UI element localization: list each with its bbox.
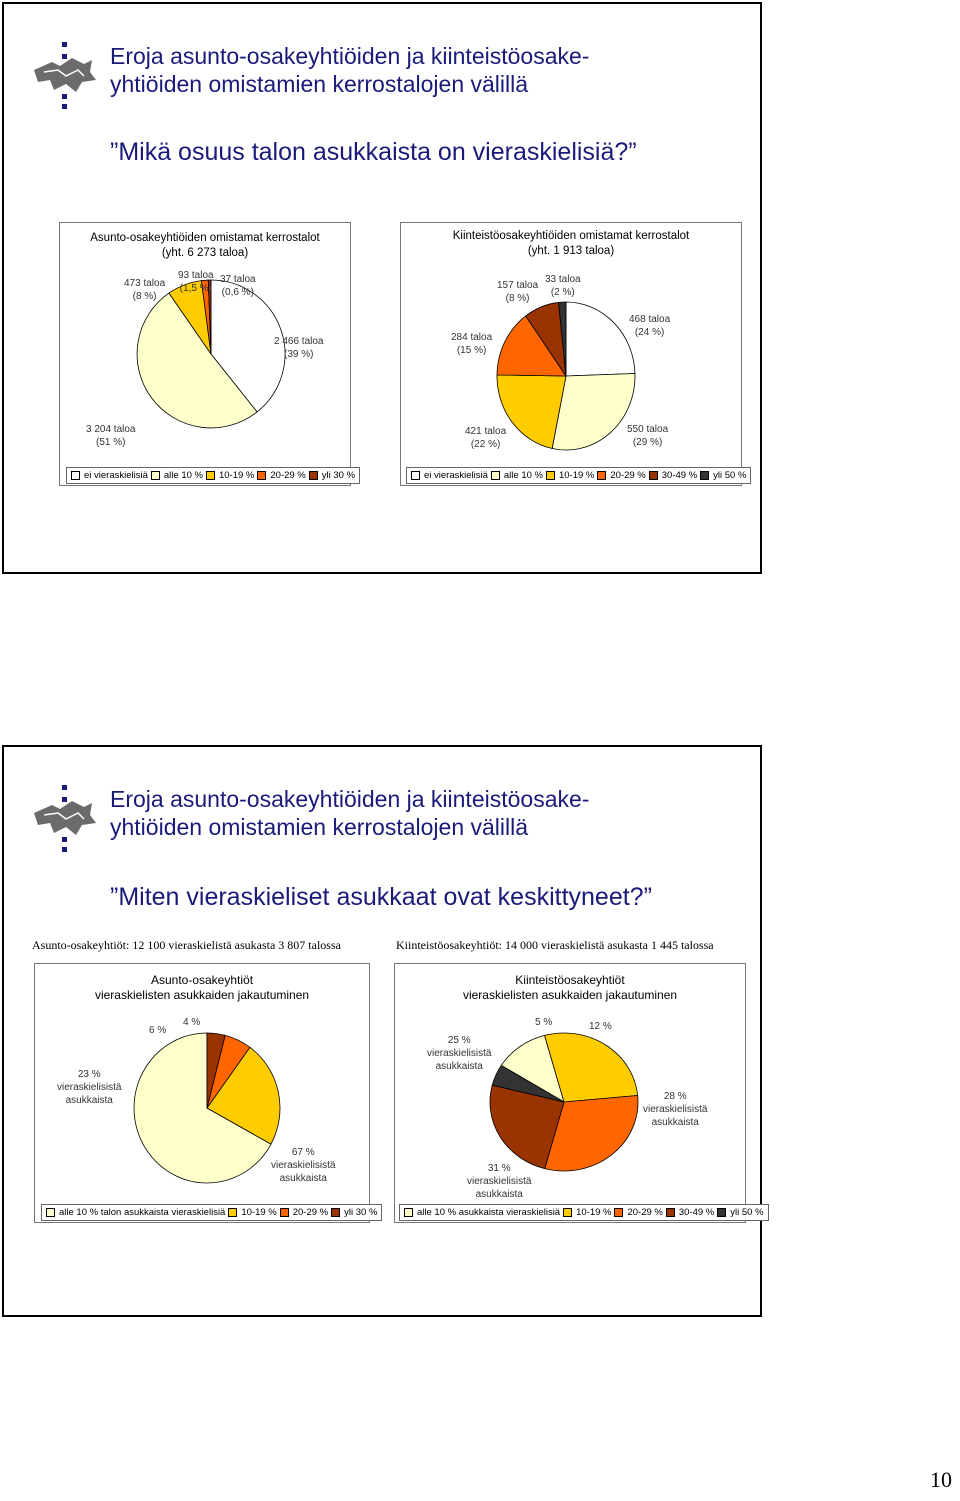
legend-swatch [206,471,215,480]
legend-swatch [597,471,606,480]
pie-chart [496,301,636,451]
slice-label: 28 % vieraskielisistä asukkaista [643,1091,708,1128]
legend-item: alle 10 % [503,470,543,481]
chart-header-line-2: (yht. 6 273 taloa) [161,247,249,259]
slice-label: 284 taloa (15 %) [451,332,493,356]
chart-legend [66,467,360,484]
slice-label: 4 % [183,1017,201,1028]
chart-header-line-1: Asunto-osakeyhtiöiden omistamat kerrostalot [90,232,320,244]
legend-item: 10-19 % [576,1207,612,1218]
slide-title [110,785,589,841]
chart-header [60,231,350,261]
legend-swatch [228,1208,237,1217]
university-logo-icon [32,40,100,110]
legend-swatch [491,471,500,480]
slice-label: 6 % [149,1025,167,1036]
slice-label: 2 466 taloa (39 %) [274,336,324,360]
title-line-2: yhtiöiden omistamien kerrostalojen välillä [110,71,529,97]
chart-legend [41,1204,382,1221]
title-line-1: Eroja asunto-osakeyhtiöiden ja kiinteistöosake- [110,786,590,812]
legend-item: 10-19 % [558,470,595,481]
chart-asunto-osakeyhtiot [59,222,356,486]
slice-label: 5 % [535,1017,553,1028]
legend-swatch [563,1208,572,1217]
legend-item: ei vieraskielisiä [424,470,488,481]
legend-swatch [71,471,80,480]
slice-label: 421 taloa (22 %) [465,426,507,450]
slice-label: 12 % [589,1021,612,1032]
legend-item: alle 10 % talon asukkaista vieraskielisiä [59,1207,226,1218]
legend-swatch [700,471,709,480]
chart-header-line-1: Asunto-osakeyhtiöt [150,973,254,987]
slide-subtitle: ”Mikä osuus talon asukkaista on vieraskielisiä?” [110,138,637,166]
legend-swatch [46,1208,55,1217]
chart-header-line-2: (yht. 1 913 taloa) [527,245,615,257]
slice-label: 67 % vieraskielisistä asukkaista [271,1147,336,1184]
legend-swatch [411,471,420,480]
page-number: 10 [930,1467,952,1492]
slide-2 [2,745,762,1317]
legend-swatch [151,471,160,480]
pie-slice [566,302,635,376]
chart-kiinteistoosakeyhtiot [400,222,747,486]
legend-swatch [331,1208,340,1217]
slide-subtitle: ”Miten vieraskieliset asukkaat ovat keskittyneet?” [110,883,652,911]
chart-legend [399,1204,769,1221]
legend-item: yli 30 % [321,470,356,481]
legend-item: 20-29 % [292,1207,329,1218]
university-logo-icon [32,783,100,853]
legend-item: ei vieraskielisiä [84,470,148,481]
chart-asunto-osakeyhtiot-jakautuminen [34,963,378,1223]
chart-header-line-2: vieraskielisten asukkaiden jakautuminen [462,988,678,1002]
legend-item: 10-19 % [218,470,255,481]
chart-header [35,973,369,1003]
legend-swatch [280,1208,289,1217]
legend-item: yli 50 % [713,470,747,481]
legend-item: 20-29 % [270,470,306,481]
chart-kiinteistoosakeyhtiot-jakautuminen [394,963,764,1223]
slice-label: 37 taloa (0,6 %) [220,274,256,298]
chart-header-line-2: vieraskielisten asukkaiden jakautuminen [94,988,310,1002]
pie-chart [489,1032,639,1172]
title-line-2: yhtiöiden omistamien kerrostalojen välillä [110,814,529,840]
legend-swatch [309,471,318,480]
chart-header-line-1: Kiinteistöosakeyhtiöt [515,973,625,987]
legend-item: alle 10 % asukkaista vieraskielisiä [417,1207,561,1218]
slice-label: 25 % vieraskielisistä asukkaista [427,1035,492,1072]
title-line-1: Eroja asunto-osakeyhtiöiden ja kiinteistöosake- [110,43,590,69]
chart-header [401,229,741,259]
legend-item: 20-29 % [627,1207,663,1218]
legend-swatch [614,1208,623,1217]
legend-item: 30-49 % [678,1207,715,1218]
slice-label: 468 taloa (24 %) [629,314,671,338]
legend-swatch [404,1208,413,1217]
slice-label: 473 taloa (8 %) [124,278,166,302]
legend-item: 20-29 % [610,470,646,481]
caption-right: Kiinteistöosakeyhtiöt: 14 000 vieraskielistä asukasta 1 445 talossa [396,938,714,952]
slice-label: 23 % vieraskielisistä asukkaista [57,1069,122,1106]
slide-title [110,42,589,98]
legend-swatch [717,1208,726,1217]
slice-label: 31 % vieraskielisistä asukkaista [467,1163,532,1200]
legend-item: yli 50 % [730,1207,764,1218]
slice-label: 93 taloa (1,5 %) [178,270,214,294]
chart-legend [406,467,751,484]
slice-label: 33 taloa (2 %) [545,274,581,298]
legend-item: yli 30 % [344,1207,378,1218]
chart-header [395,973,745,1003]
legend-swatch [666,1208,675,1217]
slice-label: 3 204 taloa (51 %) [86,424,136,448]
caption-left: Asunto-osakeyhtiöt: 12 100 vieraskielistä asukasta 3 807 talossa [32,938,341,952]
legend-item: 30-49 % [661,470,698,481]
legend-swatch [649,471,658,480]
legend-swatch [546,471,555,480]
legend-swatch [257,471,266,480]
pie-chart [133,1032,281,1184]
legend-item: alle 10 % [163,470,203,481]
slice-label: 157 taloa (8 %) [497,280,539,304]
legend-item: 10-19 % [241,1207,277,1218]
slide-1 [2,2,762,574]
chart-header-line-1: Kiinteistöosakeyhtiöiden omistamat kerrostalot [452,230,690,242]
slice-label: 550 taloa (29 %) [627,424,669,448]
